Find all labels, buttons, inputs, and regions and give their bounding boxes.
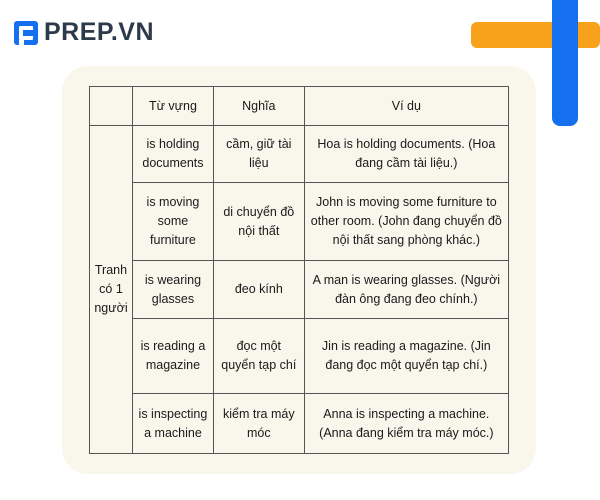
example-cell: Jin is reading a magazine. (Jin đang đọc một quyển tạp chí.) <box>304 319 508 394</box>
example-cell: John is moving some furniture to other room. (John đang chuyển đồ nội thất sang phòng khác.) <box>304 183 508 261</box>
table-header-row <box>90 87 509 126</box>
header-empty <box>90 87 133 126</box>
term-cell: is reading a magazine <box>132 319 213 394</box>
meaning-cell: đeo kính <box>213 261 304 319</box>
header-example: Ví dụ <box>304 87 508 126</box>
decorative-blue-bar <box>552 0 578 126</box>
term-cell: is inspecting a machine <box>132 394 213 454</box>
header-meaning: Nghĩa <box>213 87 304 126</box>
table-row <box>90 126 509 183</box>
table-row <box>90 394 509 454</box>
term-cell: is holding documents <box>132 126 213 183</box>
table-row <box>90 319 509 394</box>
term-cell: is moving some furniture <box>132 183 213 261</box>
decorative-orange-bar <box>471 22 600 48</box>
prep-logo-icon <box>14 21 38 45</box>
example-cell: Anna is inspecting a machine. (Anna đang kiểm tra máy móc.) <box>304 394 508 454</box>
term-cell: is wearing glasses <box>132 261 213 319</box>
group-label: Tranh có 1 người <box>90 126 133 454</box>
table-row <box>90 183 509 261</box>
example-cell: A man is wearing glasses. (Người đàn ông đang đeo chính.) <box>304 261 508 319</box>
meaning-cell: đọc một quyển tạp chí <box>213 319 304 394</box>
meaning-cell: di chuyển đồ nội thất <box>213 183 304 261</box>
vocabulary-table <box>89 86 509 454</box>
table-row <box>90 261 509 319</box>
brand-name: PREP.VN <box>44 18 155 46</box>
example-cell: Hoa is holding documents. (Hoa đang cầm tài liệu.) <box>304 126 508 183</box>
header-vocabulary: Từ vựng <box>132 87 213 126</box>
brand-logo <box>14 20 154 45</box>
meaning-cell: cầm, giữ tài liệu <box>213 126 304 183</box>
meaning-cell: kiểm tra máy móc <box>213 394 304 454</box>
